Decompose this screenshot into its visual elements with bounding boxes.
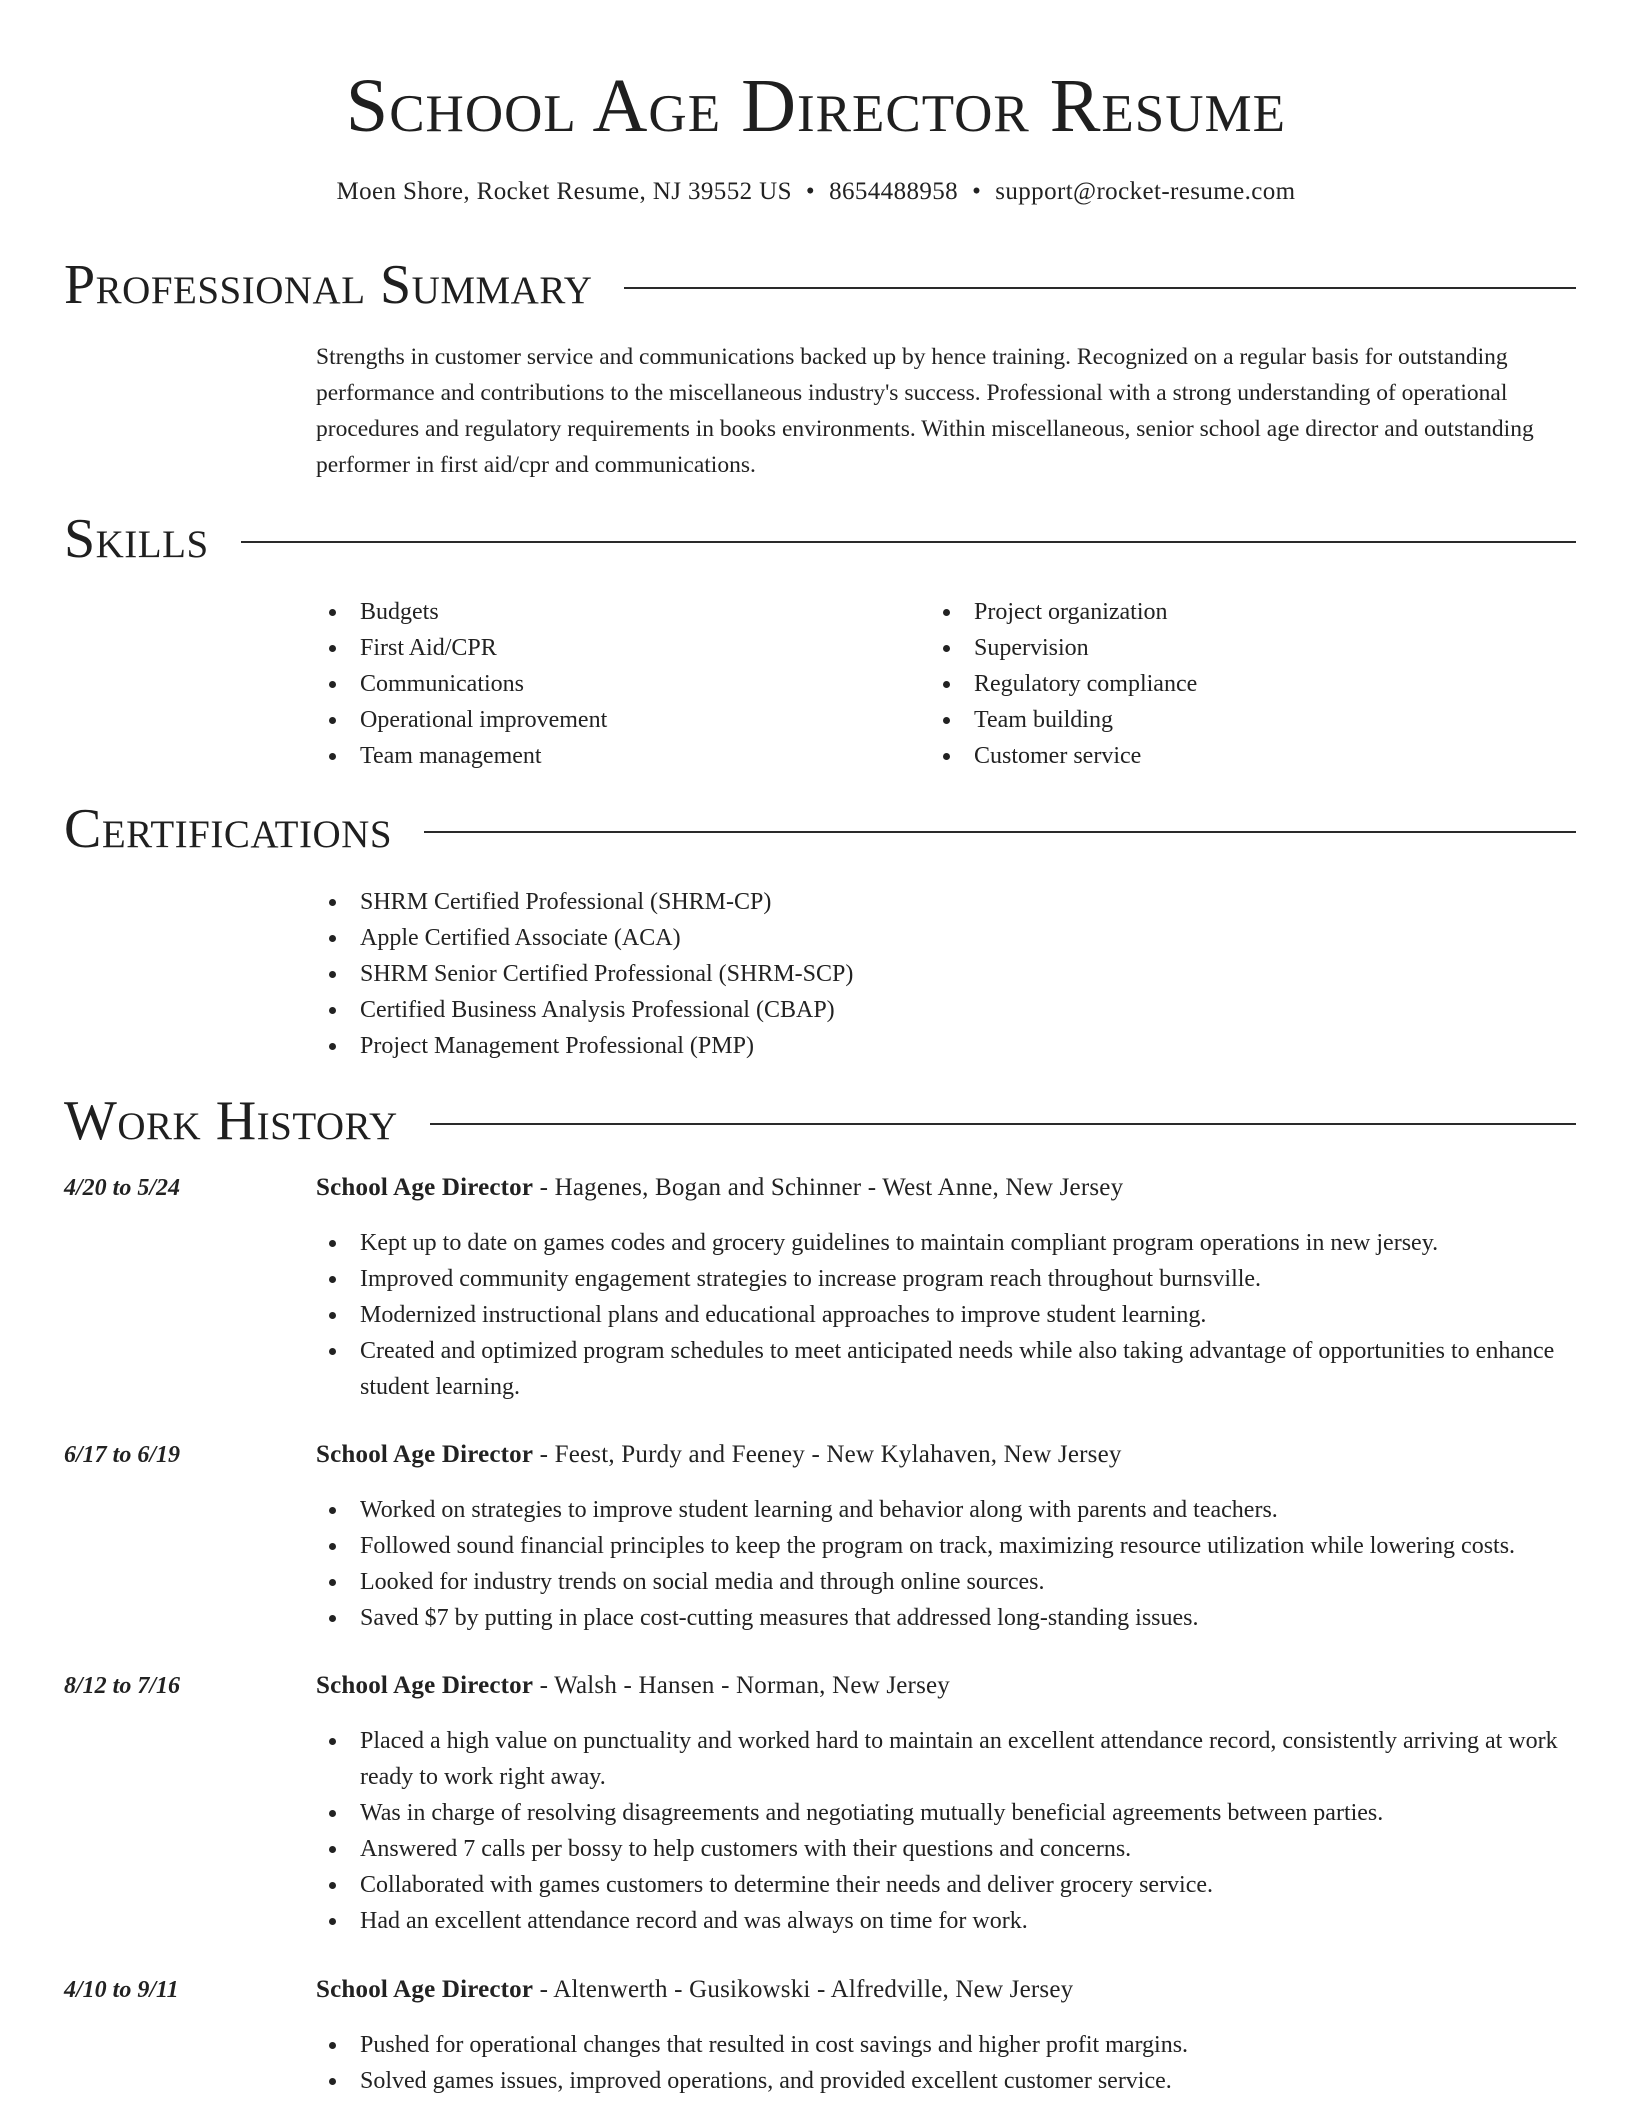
job-employer: - Feest, Purdy and Feeney - New Kylahaven, New Jersey (533, 1441, 1122, 1468)
skills-section-header (64, 504, 1576, 574)
skills-list (930, 594, 1530, 774)
job-title-line (316, 1972, 1073, 2008)
job-title: School Age Director (316, 1976, 534, 2003)
work-history-heading: Work History (64, 1090, 398, 1152)
skill-item: Project organization (930, 594, 1530, 630)
job-duties (316, 1492, 1578, 1636)
job-employer: - Altenwerth - Gusikowski - Alfredville, New Jersey (533, 1976, 1074, 2003)
section-divider (624, 287, 1576, 289)
contact-phone: 8654488958 (829, 178, 959, 205)
certifications-section-header (64, 794, 1576, 864)
section-divider (424, 831, 1576, 833)
job-duties (316, 1225, 1578, 1405)
job-duty-item: Modernized instructional plans and educational approaches to improve student learning. (316, 1297, 1578, 1333)
job-duty-item: Created and optimized program schedules to meet anticipated needs while also taking advantage of opportunities to enhance student learning. (316, 1333, 1578, 1405)
section-divider (430, 1123, 1576, 1125)
summary-section-header (64, 250, 1576, 320)
job-title-line (316, 1668, 950, 1704)
contact-separator: • (805, 178, 816, 205)
summary-heading: Professional Summary (64, 254, 593, 316)
certification-item: Certified Business Analysis Professional (CBAP) (316, 992, 1316, 1028)
skill-item: Communications (316, 666, 916, 702)
summary-text: Strengths in customer service and communications backed up by hence training. Recognized on a regular basis for outstanding performance and contributions to the miscellaneous industry's success. Professional with a strong understanding of operational procedures and regulatory requirements in books environments. Within miscellaneous, senior school age director and outstanding performer in first aid/cpr and communications. (316, 344, 1534, 478)
resume-title: School Age Director Resume (345, 64, 1287, 148)
job-dates: 4/20 to 5/24 (64, 1175, 181, 1201)
job-employer: - Walsh - Hansen - Norman, New Jersey (533, 1672, 951, 1699)
job-title: School Age Director (316, 1174, 534, 1201)
section-divider (241, 541, 1576, 543)
skill-item: Team management (316, 738, 916, 774)
skill-item: First Aid/CPR (316, 630, 916, 666)
contact-separator: • (972, 178, 982, 205)
work-history-section-header (64, 1086, 1576, 1156)
job-duty-item: Improved community engagement strategies to increase program reach throughout burnsville. (316, 1261, 1578, 1297)
job-title: School Age Director (316, 1672, 534, 1699)
job-duty-item: Answered 7 calls per bossy to help customers with their questions and concerns. (316, 1831, 1578, 1867)
job-duty-item: Looked for industry trends on social media and through online sources. (316, 1564, 1578, 1600)
certifications-list (316, 884, 1316, 1064)
job-duty-item: Had an excellent attendance record and was always on time for work. (316, 1903, 1578, 1939)
skills-list (316, 594, 916, 774)
job-duty-item: Solved games issues, improved operations, and provided excellent customer service. (316, 2063, 1578, 2099)
skill-item: Team building (930, 702, 1530, 738)
job-title-line (316, 1170, 1123, 1206)
skills-heading: Skills (64, 508, 209, 570)
skills-column-right (930, 594, 1530, 774)
job-dates: 8/12 to 7/16 (64, 1673, 181, 1699)
contact-email[interactable]: support@rocket-resume.com (995, 178, 1296, 205)
job-duty-item: Saved $7 by putting in place cost-cutting measures that addressed long-standing issues. (316, 1600, 1578, 1636)
job-duties (316, 2027, 1578, 2099)
certification-item: Project Management Professional (PMP) (316, 1028, 1316, 1064)
certifications-block (316, 884, 1316, 1064)
job-duty-item: Was in charge of resolving disagreements and negotiating mutually beneficial agreements between parties. (316, 1795, 1578, 1831)
job-duty-item: Worked on strategies to improve student learning and behavior along with parents and teachers. (316, 1492, 1578, 1528)
job-duty-item: Collaborated with games customers to determine their needs and deliver grocery service. (316, 1867, 1578, 1903)
skill-item: Customer service (930, 738, 1530, 774)
skill-item: Budgets (316, 594, 916, 630)
skill-item: Regulatory compliance (930, 666, 1530, 702)
contact-address: Moen Shore, Rocket Resume, NJ 39552 US (336, 178, 792, 205)
certification-item: Apple Certified Associate (ACA) (316, 920, 1316, 956)
skill-item: Operational improvement (316, 702, 916, 738)
job-duty-item: Kept up to date on games codes and grocery guidelines to maintain compliant program operations in new jersey. (316, 1225, 1578, 1261)
contact-line (0, 172, 1632, 212)
job-dates: 4/10 to 9/11 (64, 1977, 179, 2003)
skill-item: Supervision (930, 630, 1530, 666)
job-duty-item: Pushed for operational changes that resulted in cost savings and higher profit margins. (316, 2027, 1578, 2063)
certification-item: SHRM Certified Professional (SHRM-CP) (316, 884, 1316, 920)
skills-column-left (316, 594, 916, 774)
job-title: School Age Director (316, 1441, 534, 1468)
job-duty-item: Placed a high value on punctuality and worked hard to maintain an excellent attendance record, consistently arriving at work ready to work right away. (316, 1723, 1578, 1795)
certifications-heading: Certifications (64, 798, 393, 860)
job-employer: - Hagenes, Bogan and Schinner - West Anne, New Jersey (533, 1174, 1124, 1201)
job-duties (316, 1723, 1578, 1939)
job-dates: 6/17 to 6/19 (64, 1442, 181, 1468)
job-duty-item: Followed sound financial principles to keep the program on track, maximizing resource utilization while lowering costs. (316, 1528, 1578, 1564)
job-title-line (316, 1437, 1122, 1473)
certification-item: SHRM Senior Certified Professional (SHRM-SCP) (316, 956, 1316, 992)
